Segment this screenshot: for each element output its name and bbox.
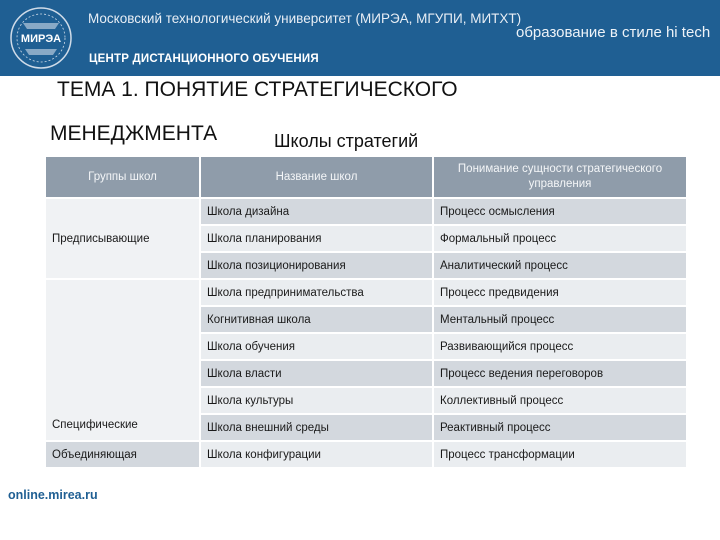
school-meaning: Реактивный процесс: [433, 414, 687, 441]
university-logo-icon: [7, 5, 75, 71]
school-meaning: Коллективный процесс: [433, 387, 687, 414]
table-row: [45, 441, 687, 468]
table-header-row: [45, 156, 687, 198]
school-meaning: Развивающийся процесс: [433, 333, 687, 360]
school-name: Школа планирования: [200, 225, 433, 252]
university-name: Московский технологический университет (МИРЭА, МГУПИ, МИТХТ): [88, 11, 522, 26]
header-meaning: Понимание сущности стратегического управления: [433, 156, 687, 198]
school-name: Школа дизайна: [200, 198, 433, 225]
school-name: Школа обучения: [200, 333, 433, 360]
school-meaning: Аналитический процесс: [433, 252, 687, 279]
group-unifying: Объединяющая: [45, 441, 200, 468]
school-name: Школа власти: [200, 360, 433, 387]
center-name: ЦЕНТР ДИСТАНЦИОННОГО ОБУЧЕНИЯ: [89, 53, 319, 65]
school-name: Школа конфигурации: [200, 441, 433, 468]
header-banner: [0, 0, 720, 76]
group-specific: Специфические: [45, 279, 200, 441]
logo-text: МИРЭА: [20, 33, 62, 45]
school-name: Школа внешний среды: [200, 414, 433, 441]
school-meaning: Процесс трансформации: [433, 441, 687, 468]
school-meaning: Процесс ведения переговоров: [433, 360, 687, 387]
header-schools: Название школ: [200, 156, 433, 198]
school-name: Школа позиционирования: [200, 252, 433, 279]
page-subtitle: Школы стратегий: [274, 131, 419, 151]
school-meaning: Процесс предвидения: [433, 279, 687, 306]
school-meaning: Ментальный процесс: [433, 306, 687, 333]
school-name: Школа культуры: [200, 387, 433, 414]
school-meaning: Процесс осмысления: [433, 198, 687, 225]
group-prescriptive: Предписывающие: [45, 198, 200, 279]
table-row: [45, 198, 687, 225]
table-row: [45, 279, 687, 306]
page-title-line1: ТЕМА 1. ПОНЯТИЕ СТРАТЕГИЧЕСКОГО: [57, 78, 458, 101]
footer-site-link[interactable]: online.mirea.ru: [8, 488, 98, 502]
header-groups: Группы школ: [45, 156, 200, 198]
tagline: образование в стиле hi tech: [516, 24, 711, 41]
page-title-line2: МЕНЕДЖМЕНТА: [50, 122, 218, 145]
schools-table: [44, 155, 688, 469]
school-name: Школа предпринимательства: [200, 279, 433, 306]
school-meaning: Формальный процесс: [433, 225, 687, 252]
school-name: Когнитивная школа: [200, 306, 433, 333]
